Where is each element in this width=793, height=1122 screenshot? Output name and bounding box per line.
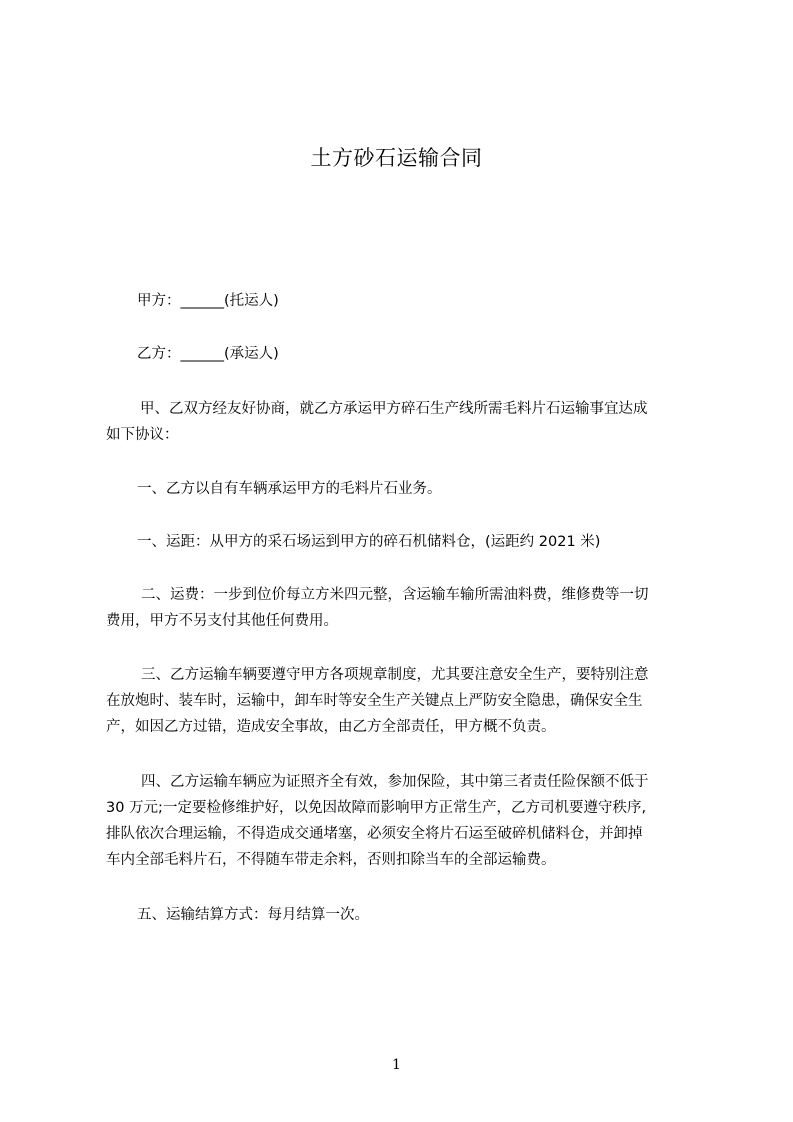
clause-safety-line: 三、乙方运输车辆要遵守甲方各项规章制度，尤其要注意安全生产，要特别注意 bbox=[141, 667, 649, 683]
clause-settlement: 五、运输结算方式：每月结算一次。 bbox=[137, 907, 369, 923]
clause-fee-line: 费用，甲方不另支付其他任何费用。 bbox=[106, 613, 338, 629]
clause-vehicle-line: 车内全部毛料片石，不得随车带走余料，否则扣除当车的全部运输费。 bbox=[106, 852, 556, 868]
clause-scope: 一、乙方以自有车辆承运甲方的毛料片石业务。 bbox=[137, 481, 442, 497]
clause-safety-line: 在放炮时、装车时，运输中，卸车时等安全生产关键点上严防安全隐患，确保安全生 bbox=[106, 693, 643, 709]
clause-safety-line: 产，如因乙方过错，造成安全事故，由乙方全部责任，甲方概不负责。 bbox=[106, 719, 556, 735]
intro-line: 如下协议： bbox=[106, 427, 179, 443]
party-a-line: 甲方：______(托运人) bbox=[137, 293, 279, 309]
clause-vehicle-line: 30 万元;一定要检修维护好，以免因故障而影响甲方正常生产，乙方司机要遵守秩序, bbox=[106, 800, 647, 816]
clause-fee-line: 二、运费：一步到位价每立方米四元整，含运输车输所需油料费，维修费等一切 bbox=[141, 587, 649, 603]
clause-vehicle-line: 排队依次合理运输，不得造成交通堵塞，必须安全将片石运至破碎机储料仓，并卸掉 bbox=[106, 826, 643, 842]
intro-line: 甲、乙双方经友好协商，就乙方承运甲方碎石生产线所需毛料片石运输事宜达成 bbox=[140, 401, 648, 417]
page-title: 土方砂石运输合同 bbox=[310, 146, 483, 170]
party-b-line: 乙方：______(承运人) bbox=[137, 346, 279, 362]
clause-distance: 一、运距：从甲方的采石场运到甲方的碎石机储料仓，(运距约 2021 米) bbox=[137, 534, 601, 550]
page-number: 1 bbox=[392, 1057, 401, 1073]
clause-vehicle-line: 四、乙方运输车辆应为证照齐全有效，参加保险，其中第三者责任险保额不低于 bbox=[141, 774, 649, 790]
